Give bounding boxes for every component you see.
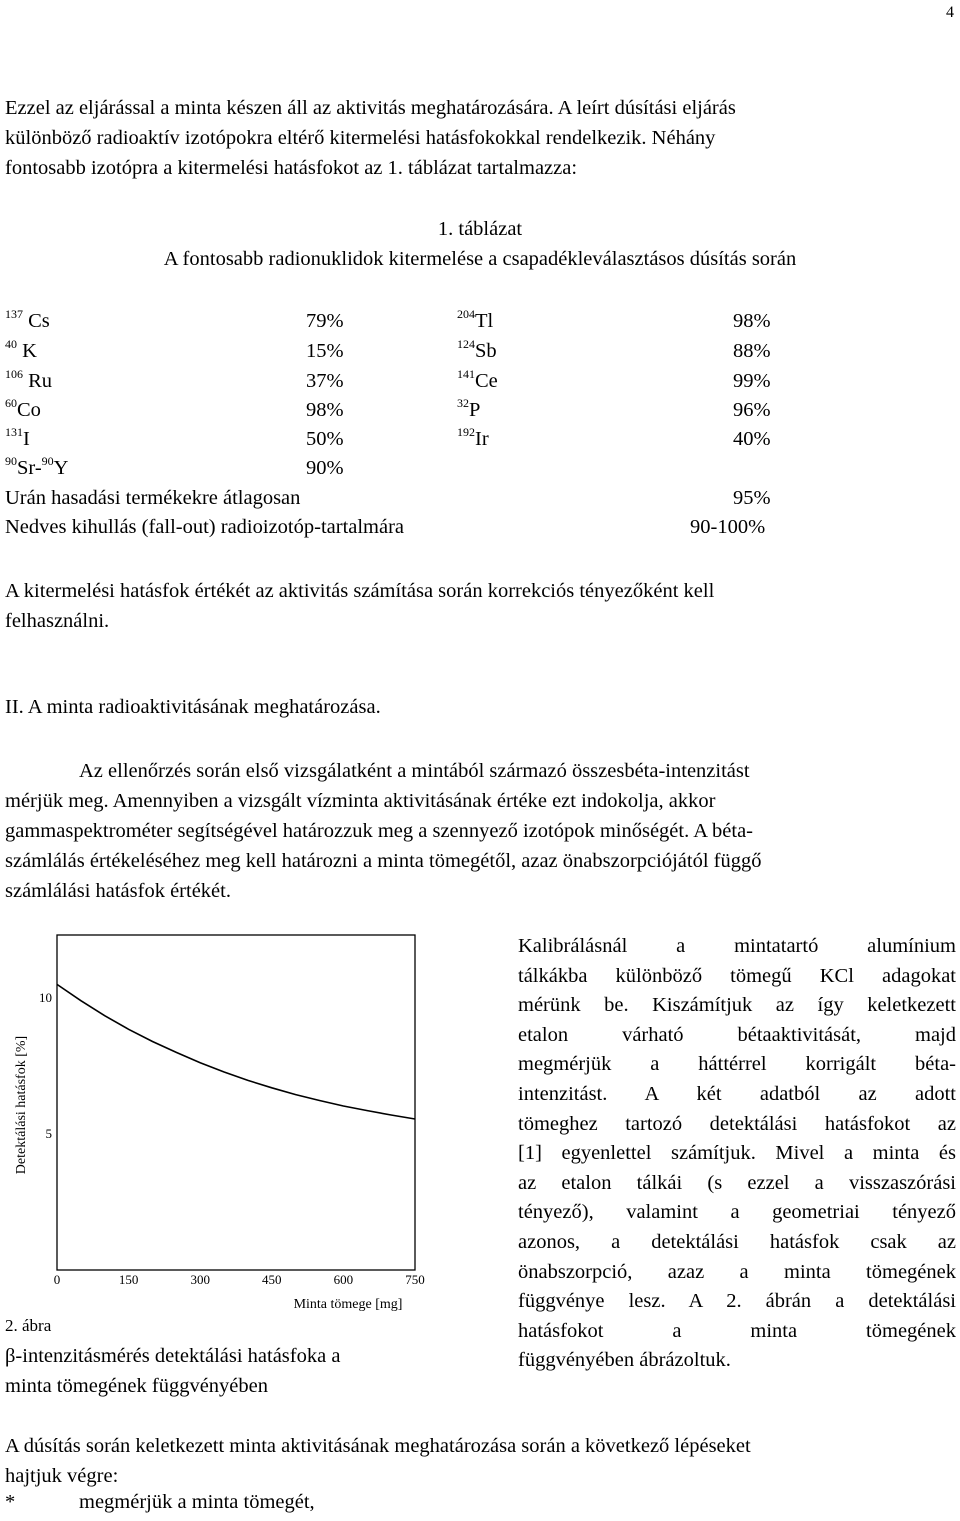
text-line: fontosabb izotópra a kitermelési hatásfokot az 1. táblázat tartalmazza: bbox=[5, 157, 578, 179]
text-line: az etalon tálkái (s ezzel a visszaszórási bbox=[518, 1171, 956, 1194]
plot-frame bbox=[57, 935, 415, 1270]
text-line: hatásfokot a minta tömegének bbox=[518, 1319, 956, 1342]
text-line: megmérjük a háttérrel korrigált béta- bbox=[518, 1053, 956, 1076]
x-tick-label: 150 bbox=[118, 1272, 139, 1287]
text-line: gammaspektrométer segítségével határozzuk meg a szennyező izotópok minőségét. A béta- bbox=[5, 820, 753, 842]
y-tick-label: 10 bbox=[39, 990, 52, 1005]
isotope-cell: $^{141}$Ce bbox=[457, 367, 498, 392]
text-line: mérjük meg. Amennyiben a vizsgált vízminta aktivitásának értéke ezt indokolja, akkor bbox=[5, 790, 716, 812]
caption-line: β-intenzitásmérés detektálási hatásfoka a bbox=[5, 1345, 341, 1367]
text-line: hajtjuk végre: bbox=[5, 1465, 119, 1487]
text-line: mérünk be. Kiszámítjuk az így keletkezett bbox=[518, 994, 956, 1017]
text-line: függvényében ábrázoltuk. bbox=[518, 1349, 731, 1372]
text-line: önabszorpció, azaz a minta tömegének bbox=[518, 1260, 956, 1283]
isotope-cell: $^{204}$Tl bbox=[457, 307, 494, 332]
figure-caption bbox=[5, 1341, 443, 1401]
yield-value: 79% bbox=[306, 310, 344, 332]
correction-paragraph bbox=[5, 576, 956, 636]
calibration-paragraph bbox=[518, 932, 956, 1376]
yield-value: 37% bbox=[306, 370, 344, 392]
text-line: intenzitást. A két adatból az adott bbox=[518, 1082, 956, 1105]
text-line: tálkákba különböző tömegű KCl adagokat bbox=[518, 964, 956, 987]
efficiency-curve bbox=[57, 984, 415, 1119]
x-axis-label: Minta tömege [mg] bbox=[293, 1297, 403, 1312]
text-line: etalon várható bétaaktivitását, majd bbox=[518, 1023, 956, 1046]
text-line: Ezzel az eljárással a minta készen áll az aktivitás meghatározására. A leírt dúsítási eljárás bbox=[5, 97, 736, 119]
figure-label: 2. ábra bbox=[5, 1316, 52, 1335]
yield-value: 40% bbox=[733, 428, 771, 450]
x-tick-label: 300 bbox=[190, 1272, 210, 1287]
text-line: A kitermelési hatásfok értékét az aktivitás számítása során korrekciós tényezőként kell bbox=[5, 580, 715, 602]
text-line: Kalibrálásnál a mintatartó alumínium bbox=[518, 935, 956, 957]
x-tick-label: 600 bbox=[333, 1272, 354, 1287]
text-line: felhasználni. bbox=[5, 610, 110, 632]
isotope-cell: $^{32}$P bbox=[457, 396, 481, 421]
text-line: számlálási hatásfok értékét. bbox=[5, 880, 231, 902]
yield-value: 96% bbox=[733, 399, 771, 421]
y-axis-label: Detektálási hatásfok [%] bbox=[14, 1035, 29, 1175]
isotope-cell: $^{90}$Sr-$^{90}$Y bbox=[5, 454, 69, 479]
isotope-cell: $^{60}$Co bbox=[5, 396, 41, 421]
isotope-cell: $^{131}$I bbox=[5, 425, 30, 450]
table-subtitle: A fontosabb radionuklidok kitermelése a csapadékleválasztásos dúsítás során bbox=[163, 248, 797, 270]
text-line: különböző radioaktív izotópokra eltérő kitermelési hatásfokokkal rendelkezik. Néhány bbox=[5, 127, 716, 149]
yield-value: 98% bbox=[306, 399, 344, 421]
caption-line: minta tömegének függvényében bbox=[5, 1375, 268, 1397]
yield-value: 90% bbox=[306, 457, 344, 479]
yield-value: 98% bbox=[733, 310, 771, 332]
section-heading: II. A minta radioaktivitásának meghatározása. bbox=[5, 696, 381, 718]
yield-value: 99% bbox=[733, 370, 771, 392]
body-paragraph bbox=[5, 756, 956, 906]
isotope-cell: $^{124}$Sb bbox=[457, 337, 497, 362]
text-line: [1] egyenlettel számítjuk. Mivel a minta és bbox=[518, 1142, 956, 1165]
yield-value: 90-100% bbox=[690, 516, 766, 538]
bullet-marker: * bbox=[5, 1491, 16, 1513]
yield-value: 88% bbox=[733, 340, 771, 362]
x-tick-label: 750 bbox=[405, 1272, 425, 1287]
yield-value: 15% bbox=[306, 340, 344, 362]
bullet-text: megmérjük a minta tömegét, bbox=[79, 1491, 315, 1513]
isotope-cell: $^{106}$ Ru bbox=[5, 367, 53, 392]
row-label: Nedves kihullás (fall-out) radioizotóp-tartalmára bbox=[5, 516, 405, 538]
text-line: Az ellenőrzés során első vizsgálatként a mintából származó összesbéta-intenzitást bbox=[79, 760, 750, 782]
page-number: 4 bbox=[946, 4, 954, 21]
text-line: azonos, a detektálási hatásfok csak az bbox=[518, 1230, 956, 1253]
text-line: A dúsítás során keletkezett minta aktivitásának meghatározása során a következő lépéseket bbox=[5, 1435, 751, 1457]
x-tick-label: 450 bbox=[262, 1272, 282, 1287]
text-line: számlálás értékeléséhez meg kell határozni a minta tömegétől, azaz önabszorpciójától függő bbox=[5, 850, 762, 872]
text-line: tömeghez tartozó detektálási hatásfokot az bbox=[518, 1112, 956, 1135]
isotope-cell: $^{137}$ Cs bbox=[5, 307, 50, 332]
intro-paragraph bbox=[5, 93, 956, 183]
table-title: 1. táblázat bbox=[437, 218, 523, 240]
isotope-cell: $^{40}$ K bbox=[5, 337, 37, 362]
row-label: Urán hasadási termékekre átlagosan bbox=[5, 487, 301, 509]
efficiency-chart bbox=[0, 925, 470, 1315]
yield-value: 50% bbox=[306, 428, 344, 450]
closing-paragraph bbox=[5, 1431, 956, 1491]
text-line: függvénye lesz. A 2. ábrán a detektálási bbox=[518, 1290, 956, 1313]
yield-value: 95% bbox=[733, 487, 771, 509]
y-tick-label: 5 bbox=[45, 1126, 52, 1141]
text-line: tényező), valamint a geometriai tényező bbox=[518, 1201, 956, 1224]
x-tick-label: 0 bbox=[53, 1272, 61, 1287]
isotope-cell: $^{192}$Ir bbox=[457, 425, 489, 450]
